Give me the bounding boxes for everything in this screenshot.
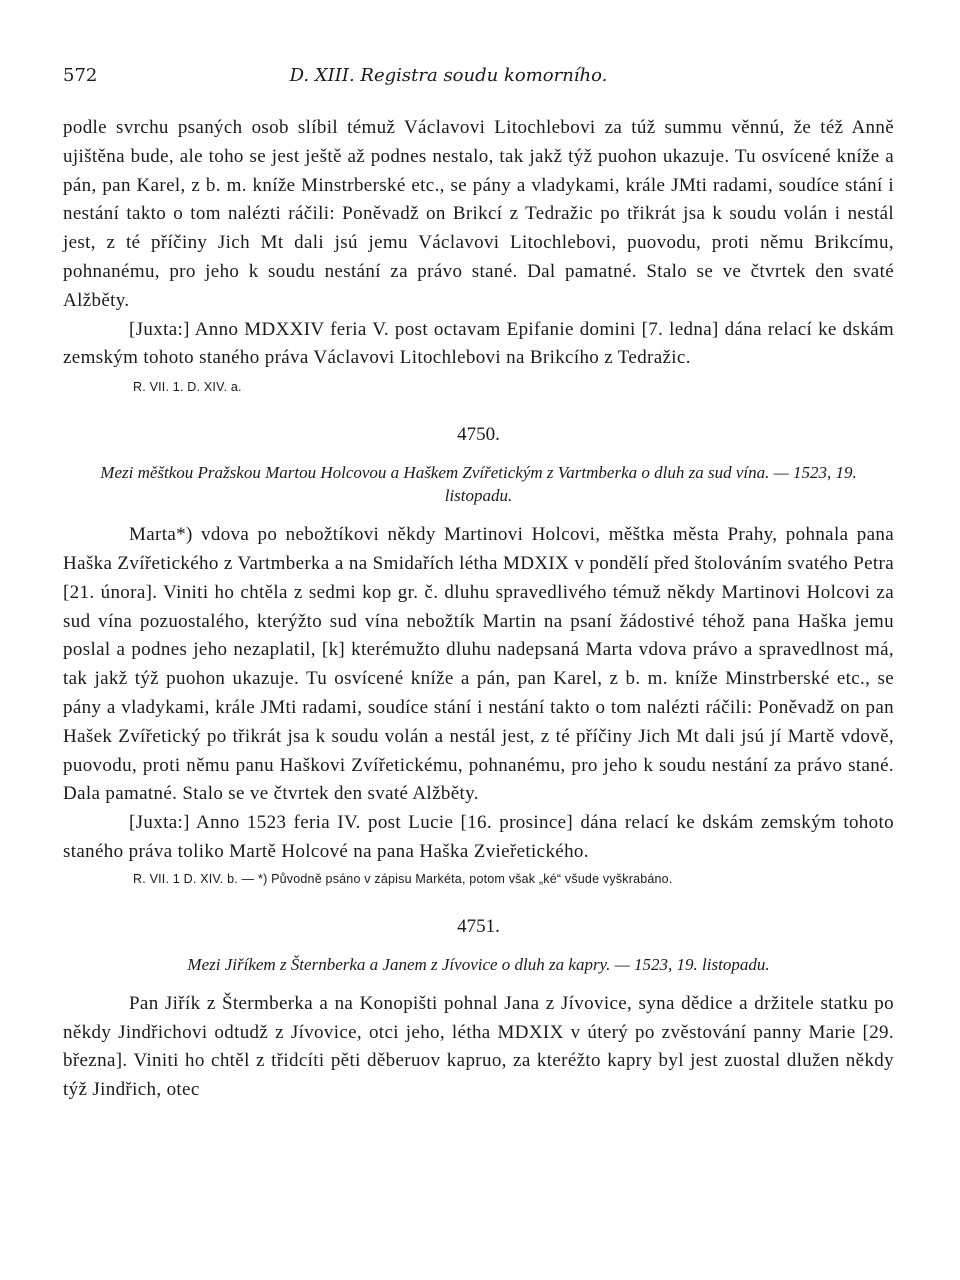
entry-4750-paragraph-1: Marta*) vdova po nebožtíkovi někdy Martinovi Holcovi, měštka města Prahy, pohnala pana Haška Zvířetického z Vartmberka a na Smidařích létha MDXIX v pondělí před štolováním svatého Petra [21. února]. Viniti ho chtěla z sedmi kop gr. č. dluhu spravedlivého témuž někdy Martinovi Holcovi za sud vína pozuostalého, kterýžto sud vína nebožtík Martin na psaní žádostivé téhož pana Haška jemu poslal a podnes jeho nezaplatil, [k] kterémužto dluhu nadepsaná Marta vdova právo a spravedlnost má, tak jakž týž puohon ukazuje. Tu osvícené kníže a pán, pan Karel, z b. m. kníže Minstrberské etc., se pány a vladykami, krále JMti radami, soudíce stání i nestání takto o tom nalézti ráčili: Poněvadž on pan Hašek Zvířetický po třikrát jsa k soudu volán a nestál jest, z té příčiny Jich Mt dali jsú jí Martě vdově, puovodu, proti němu panu Haškovi Zvířetickému, pohnanému, pro jeho k soudu nestání za právo stané. Dala pamatné. Stalo se ve čtvrtek den svaté Alžběty. [63, 524, 894, 805]
entry-4751-heading: Mezi Jiříkem z Šternberka a Janem z Jívovice o dluh za kapry. — 1523, 19. listopadu. [187, 954, 770, 974]
entry-4751-number: 4751. [457, 915, 500, 937]
running-header [63, 64, 894, 88]
entry-4751-paragraph-1: Pan Jiřík z Štermberka a na Konopišti pohnal Jana z Jívovice, syna dědice a držitele statku po někdy Jindřichovi odtudž z Jívovice, otci jeho, létha MDXIX v úterý po zvěstování panny Marie [29. března]. Viniti ho chtěl z třidcíti pěti děberuov kapruo, za kteréžto kapry byl jest zuostal dlužen někdy týž Jindřich, otec [63, 992, 894, 1101]
entry-4750-number: 4750. [457, 424, 500, 446]
entry-4750-source: R. VII. 1 D. XIV. b. — *) Původně psáno v zápisu Markéta, potom však „ké“ všude vyškrabáno. [133, 871, 673, 886]
entry-4749-paragraph-1: podle svrchu psaných osob slíbil témuž Václavovi Litochlebovi za túž summu věnnú, že též Anně ujištěna bude, ale toho se jest ještě až podnes nestalo, tak jakž týž puohon ukazuje. Tu osvícené kníže a pán, pan Karel, z b. m. kníže Minstrberské etc., se pány a vladykami, krále JMti radami, soudíce stání i nestání takto o tom nalézti ráčili: Poněvadž on Brikcí z Tedražic po třikrát jsa k soudu volán i nestál jest, z té příčiny Jich Mt dali jsú jemu Václavovi Litochlebovi, puovodu, proti němu Brikcímu, pohnanému, pro jeho k soudu nestání za právo stané. Dal pamatné. Stalo se ve čtvrtek den svaté Alžběty. [63, 117, 894, 311]
entry-4750-paragraph-2: [Juxta:] Anno 1523 feria IV. post Lucie [16. prosince] dána relací ke dskám zemským tohoto staného práva toliko Martě Holcové na pana Haška Zvieřetického. [63, 812, 894, 862]
entry-4749-source: R. VII. 1. D. XIV. a. [133, 380, 242, 395]
page-number: 572 [63, 65, 98, 86]
running-title: D. XIII. Registra soudu komorního. [289, 65, 608, 86]
entry-4749-paragraph-2: [Juxta:] Anno MDXXIV feria V. post octavam Epifanie domini [7. ledna] dána relací ke dskám zemským tohoto staného práva Václavovi Litochlebovi na Brikcího z Tedražic. [63, 318, 894, 369]
entry-4750-heading: Mezi měštkou Pražskou Martou Holcovou a Haškem Zvířetickým z Vartmberka o dluh za sud vína. — 1523, 19. listopadu. [100, 463, 857, 506]
